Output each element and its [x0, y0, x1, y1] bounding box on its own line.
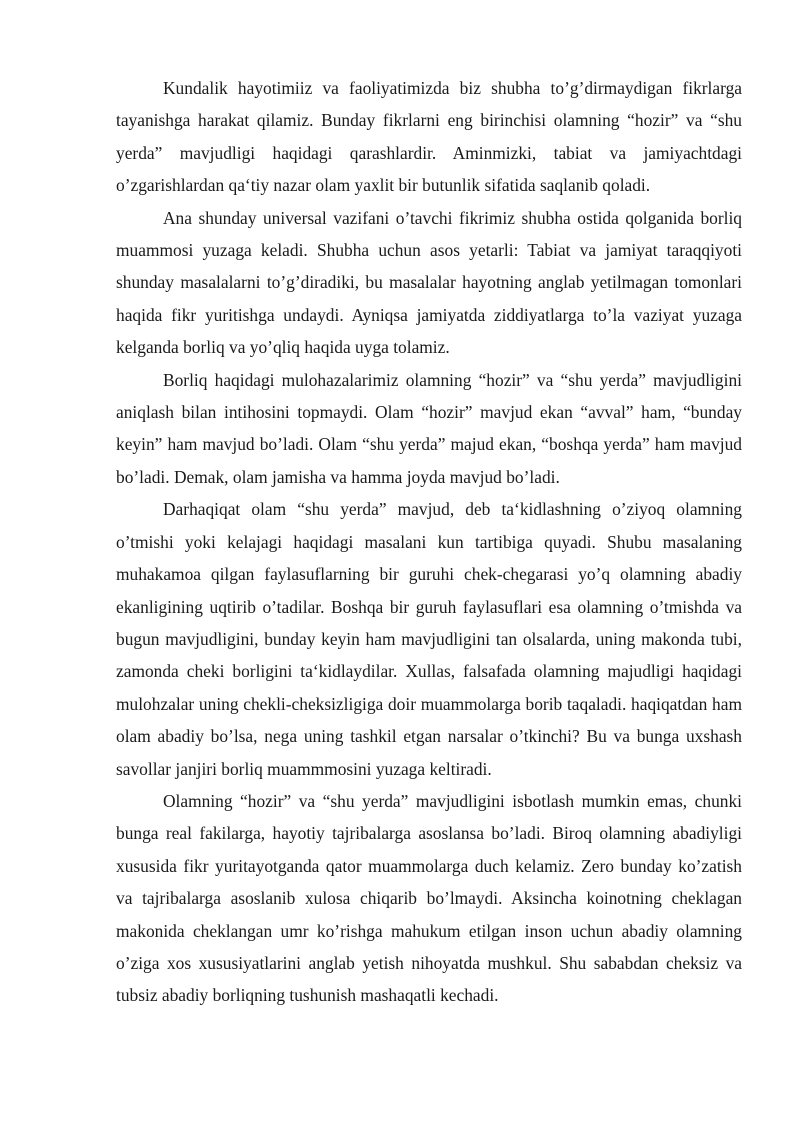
- paragraph-3: Borliq haqidagi mulohazalarimiz olamning “hozir” va “shu yerda” mavjudligini aniqlash bilan intihosini topmaydi. Olam “hozir” mavjud ekan “avval” ham, “bunday keyin” ham mavjud bo’ladi. Olam “shu yerda” majud ekan, “boshqa yerda” ham mavjud bo’ladi. Demak, olam jamisha va hamma joyda mavjud bo’ladi.: [116, 369, 742, 487]
- paragraph-2: Ana shunday universal vazifani o’tavchi fikrimiz shubha ostida qolganida borliq muammosi yuzaga keladi. Shubha uchun asos yetarli: Tabiat va jamiyat taraqqiyoti shunday masalalarni to’g’diradiki, bu masalalar hayotning anglab yetilmagan tomonlari haqida fikr yuritishga undaydi. Ayniqsa jamiyatda ziddiyatlarga to’la vaziyat yuzaga kelganda borliq va yo’qliq haqida uyga tolamiz.: [116, 207, 742, 358]
- paragraph-1: Kundalik hayotimiiz va faoliyatimizda biz shubha to’g’dirmaydigan fikrlarga tayanishga harakat qilamiz. Bunday fikrlarni eng birinchisi olamning “hozir” va “shu yerda” mavjudligi haqidagi qarashlardir. Aminmizki, tabiat va jamiyachtdagi o’zgarishlardan qa‘tiy nazar olam yaxlit bir butunlik sifatida saqlanib qoladi.: [116, 78, 742, 196]
- paragraph-4: Darhaqiqat olam “shu yerda” mavjud, deb ta‘kidlashning o’ziyoq olamning o’tmishi yoki kelajagi haqidagi masalani kun tartibiga quyadi. Shubu masalaning muhakamoa qilgan faylasuflarning bir guruhi chek-chegarasi yo’q olamning abadiy ekanligining uqtirib o’tadilar. Boshqa bir guruh faylasuflari esa olamning o’tmishda va bugun mavjudligini, bunday keyin ham mavjudligini tan olsalarda, uning makonda tubi, zamonda cheki borligini ta‘kidlaydilar. Xullas, falsafada olamning majudligi haqidagi mulohzalar uning chekli-cheksizligiga doir muammolarga borib taqaladi. haqiqatdan ham olam abadiy bo’lsa, nega uning tashkil etgan narsalar o’tkinchi? Bu va bunga uxshash savollar janjiri borliq muammmosini yuzaga keltiradi.: [116, 499, 742, 779]
- paragraph-5: Olamning “hozir” va “shu yerda” mavjudligini isbotlash mumkin emas, chunki bunga real fakilarga, hayotiy tajribalarga asoslansa bo’ladi. Biroq olamning abadiyligi xususida fikr yuritayotganda qator muammolarga duch kelamiz. Zero bunday ko’zatish va tajribalarga asoslanib xulosa chiqarib bo’lmaydi. Aksincha koinotning cheklagan makonida cheklangan umr ko’rishga mahukum etilgan inson uchun abadiy olamning o’ziga xos xususiyatlarini anglab yetish nihoyatda mushkul. Shu sababdan cheksiz va tubsiz abadiy borliqning tushunish mashaqatli kechadi.: [116, 790, 742, 1006]
- document-body: [116, 72, 742, 1012]
